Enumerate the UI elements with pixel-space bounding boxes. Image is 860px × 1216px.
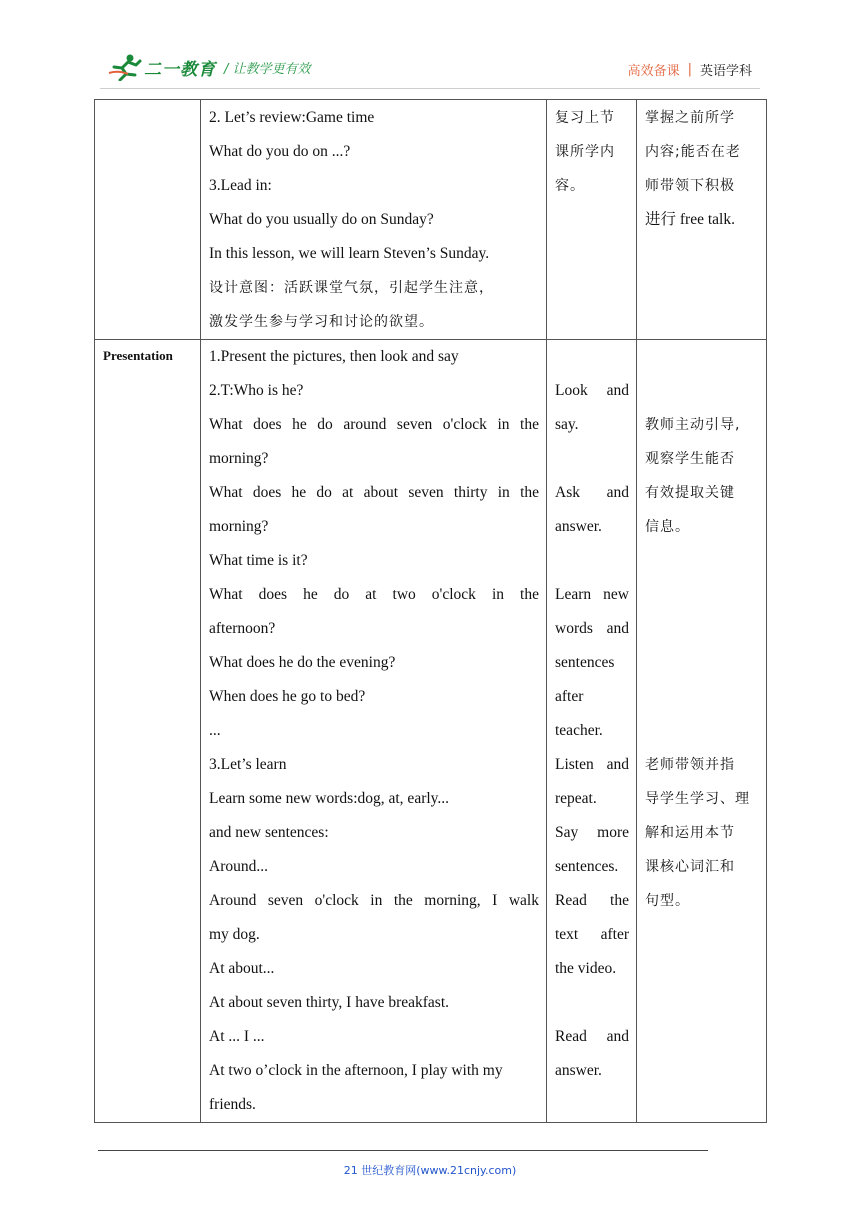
student-line [555,340,629,374]
purpose-line [645,646,759,680]
purpose-line [645,374,759,408]
purpose-line: 掌握之前所学 [645,110,735,126]
table-row [95,100,767,340]
purpose-line: 内容;能否在老 [645,144,741,160]
content-line: What does he do at about seven thirty in the [209,484,539,501]
content-line: 2. Let’s review:Game time [209,109,375,126]
content-line: When does he go to bed? [209,688,366,705]
student-activity-cell [547,100,637,340]
content-line: What does he do around seven o'clock in the [209,416,539,433]
header-separator: | [687,62,692,77]
stage-cell [95,340,201,1123]
header-subject: 英语学科 [699,64,752,79]
page-header [100,48,760,88]
logo-slogan: / 让教学更有效 [224,61,311,77]
content-line: 激发学生参与学习和讨论的欲望。 [209,314,434,330]
footer-divider [98,1150,708,1151]
student-line: 课所学内 [555,144,615,160]
purpose-line [645,578,759,612]
content-line: afternoon? [209,620,276,637]
student-line: text after [555,926,629,943]
student-line [555,442,629,476]
student-line: Ask and [555,484,629,501]
student-line: repeat. [555,790,597,807]
logo [108,52,311,82]
stage-label [95,100,200,108]
content-cell [201,100,547,340]
student-line: Learn new [555,586,629,603]
header-divider [100,88,760,89]
student-line: Look and [555,382,629,399]
content-line: 1.Present the pictures, then look and say [209,348,459,365]
student-line: 复习上节 [555,110,615,126]
stage-label: Presentation [103,348,173,363]
content-line: What do you do on ...? [209,143,351,160]
purpose-line [645,340,759,374]
purpose-line: 观察学生能否 [645,451,735,467]
student-line: after [555,688,584,705]
content-line: my dog. [209,926,260,943]
purpose-cell [637,340,767,1123]
purpose-line: 课核心词汇和 [645,859,735,875]
purpose-line [645,680,759,714]
student-line: Listen and [555,756,629,773]
purpose-cell [637,100,767,340]
student-line [555,544,629,578]
content-line: At ... I ... [209,1028,265,1045]
student-line: 容。 [555,178,585,194]
content-line: What does he do the evening? [209,654,396,671]
header-right [628,60,752,79]
student-activity-cell [547,340,637,1123]
content-cell [201,340,547,1123]
content-line: Learn some new words:dog, at, early... [209,790,450,807]
content-line: ... [209,722,221,739]
runner-logo-icon [108,53,142,81]
student-line: sentences [555,654,615,671]
content-line: At about... [209,960,275,977]
purpose-line: 进行 free talk. [645,211,735,228]
content-line: 3.Lead in: [209,177,272,194]
content-line: 设计意图：活跃课堂气氛，引起学生注意， [209,280,494,296]
purpose-line: 老师带领并指 [645,757,735,773]
student-line: sentences. [555,858,619,875]
content-line: and new sentences: [209,824,329,841]
purpose-line: 导学生学习、理 [645,791,750,807]
content-line: In this lesson, we will learn Steven’s Sunday. [209,245,490,262]
logo-text: 二一教育 [144,59,216,80]
purpose-line [645,612,759,646]
purpose-line: 教师主动引导, [645,417,741,433]
header-category: 高效备课 [627,64,680,79]
content-line: At about seven thirty, I have breakfast. [209,994,450,1011]
purpose-line: 解和运用本节 [645,825,735,841]
purpose-line: 师带领下积极 [645,178,735,194]
content-line: What does he do at two o'clock in the [209,586,539,603]
purpose-line [645,544,759,578]
content-line: 3.Let’s learn [209,756,287,773]
footer-link[interactable]: 21 世纪教育网(www.21cnjy.com) [343,1164,517,1177]
student-line [555,986,629,1020]
content-line: 2.T:Who is he? [209,382,304,399]
student-line: answer. [555,1062,602,1079]
purpose-line [645,714,759,748]
content-line: What time is it? [209,552,308,569]
student-line: teacher. [555,722,603,739]
content-line: At two o’clock in the afternoon, I play with my [209,1062,503,1079]
student-line: Read and [555,1028,629,1045]
content-line: Around... [209,858,268,875]
content-line: morning? [209,450,269,467]
student-line: Read the [555,892,629,909]
student-line [555,1088,629,1122]
student-line: answer. [555,518,602,535]
student-line: Say more [555,824,629,841]
purpose-line: 句型。 [645,893,690,909]
stage-cell [95,100,201,340]
content-line: Around seven o'clock in the morning, I walk [209,892,539,909]
table-row [95,340,767,1123]
purpose-line: 有效提取关键 [645,485,735,501]
student-line: say. [555,416,579,433]
content-line: friends. [209,1096,256,1113]
content-line: morning? [209,518,269,535]
student-line: words and [555,620,629,637]
content-line: What do you usually do on Sunday? [209,211,434,228]
student-line: the video. [555,960,617,977]
lesson-plan-table [94,99,767,1123]
purpose-line: 信息。 [645,519,690,535]
